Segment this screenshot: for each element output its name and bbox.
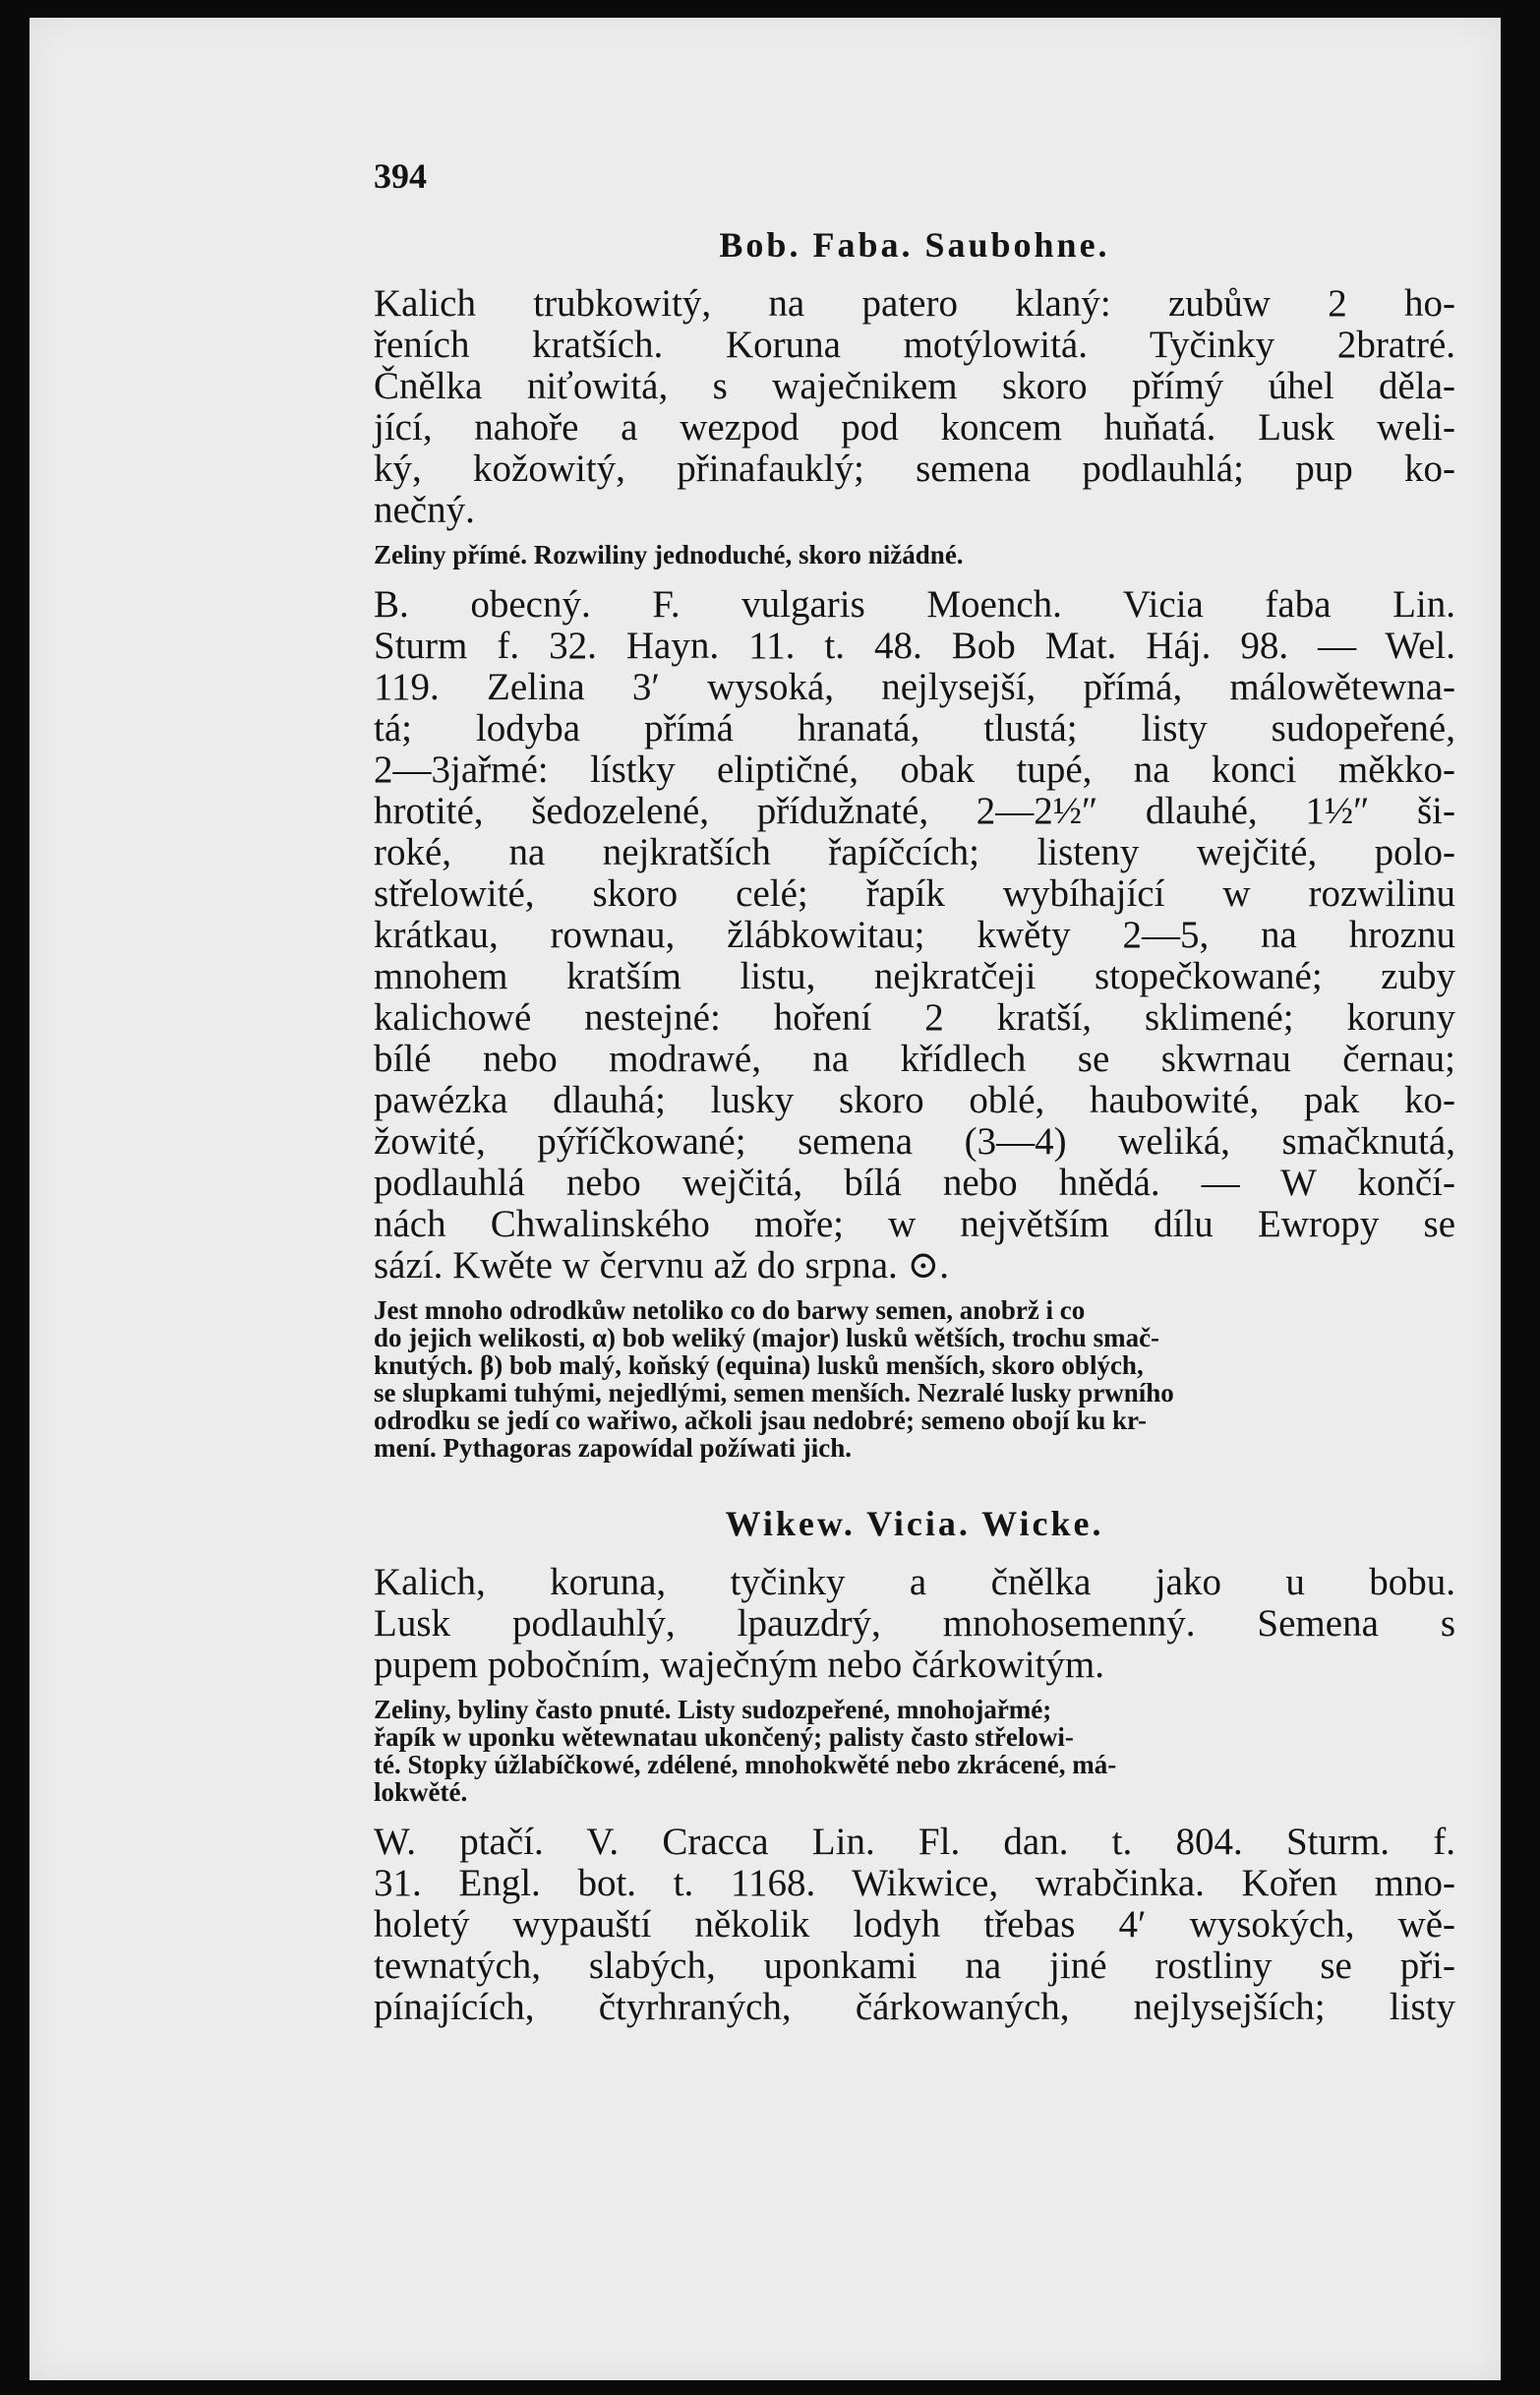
text-line: Zeliny přímé. Rozwiliny jednoduché, skoro nižádné. — [374, 540, 964, 569]
text-line: Kalich, koruna, tyčinky a čnělka jako u bobu. — [374, 1561, 1455, 1603]
text-line: žowité, pýříčkowané; semena (3—4) weliká, smačknutá, — [374, 1120, 1455, 1163]
text-line: 31. Engl. bot. t. 1168. Wikwice, wrabčinka. Kořen mno- — [374, 1862, 1455, 1904]
text-line: knutých. β) bob malý, koňský (equina) lusků menších, skoro oblých, — [374, 1350, 1144, 1380]
text-line: B. obecný. F. vulgaris Moench. Vicia faba Lin. — [374, 583, 1455, 626]
book-page — [30, 18, 1501, 2380]
section-heading-bob: Bob. Faba. Saubohne. — [719, 225, 1110, 265]
text-line: sází. Kwěte w červnu až do srpna. ⊙. — [374, 1244, 949, 1287]
text-line: tewnatých, slabých, uponkami na jiné rostliny se při- — [374, 1945, 1455, 1987]
text-line: pupem pobočním, waječným nebo čárkowitým. — [374, 1644, 1104, 1686]
text-line: jící, nahoře a wezpod pod koncem huňatá. Lusk weli- — [374, 406, 1455, 449]
bob-species-entry — [374, 584, 1455, 1287]
text-line: Zeliny, byliny často pnuté. Listy sudozpeřené, mnohojařmé; — [374, 1695, 1052, 1724]
text-line: W. ptačí. V. Cracca Lin. Fl. dan. t. 804. Sturm. f. — [374, 1821, 1455, 1863]
text-line: 2—3jařmé: lístky eliptičné, obak tupé, na konci měkko- — [374, 748, 1455, 791]
text-line: Čnělka niťowitá, s waječnikem skoro přímý úhel děla- — [374, 365, 1455, 407]
text-line: Sturm f. 32. Hayn. 11. t. 48. Bob Mat. Háj. 98. — Wel. — [374, 625, 1455, 667]
text-line: krátkau, rownau, žlábkowitau; kwěty 2—5, na hroznu — [374, 914, 1455, 956]
text-line: roké, na nejkratších řapíčcích; listeny wejčité, polo- — [374, 831, 1455, 873]
text-line: se slupkami tuhými, nejedlými, semen menších. Nezralé lusky prwního — [374, 1378, 1174, 1407]
text-line: hrotité, šedozelené, přídužnaté, 2—2½″ dlauhé, 1½″ ši- — [374, 790, 1455, 832]
bob-note — [374, 541, 1455, 569]
bob-species-note — [374, 1296, 1455, 1462]
text-line: nečný. — [374, 489, 475, 531]
text-line: pínajících, čtyrhraných, čárkowaných, nejlysejších; listy — [374, 1986, 1455, 2028]
text-line: pawézka dlauhá; lusky skoro oblé, haubowité, pak ko- — [374, 1079, 1455, 1121]
text-line: ký, kožowitý, přinafauklý; semena podlauhlá; pup ko- — [374, 448, 1455, 490]
text-line: holetý wypauští několik lodyh třebas 4′ wysokých, wě- — [374, 1903, 1455, 1946]
text-line: mení. Pythagoras zapowídal požíwati jich. — [374, 1433, 852, 1463]
text-line: řeních kratších. Koruna motýlowitá. Tyčinky 2bratré. — [374, 324, 1455, 366]
text-line: bílé nebo modrawé, na křídlech se skwrnau černau; — [374, 1038, 1455, 1080]
wikew-note — [374, 1696, 1455, 1806]
text-line: podlauhlá nebo wejčitá, bílá nebo hnědá. — W končí- — [374, 1162, 1455, 1204]
text-line: Kalich trubkowitý, na patero klaný: zubůw 2 ho- — [374, 282, 1455, 325]
text-line: střelowité, skoro celé; řapík wybíhající w rozwilinu — [374, 872, 1455, 915]
text-line: Jest mnoho odrodkůw netoliko co do barwy semen, anobrž i co — [374, 1295, 1086, 1325]
text-line: řapík w uponku wětewnatau ukončený; palisty často střelowi- — [374, 1722, 1074, 1752]
page-number: 394 — [374, 156, 427, 196]
text-line: tá; lodyba přímá hranatá, tlustá; listy sudopeřené, — [374, 707, 1455, 749]
bob-description — [374, 283, 1455, 531]
text-line: lokwěté. — [374, 1777, 468, 1807]
text-line: kalichowé nestejné: hoření 2 kratší, sklimené; koruny — [374, 996, 1455, 1039]
text-line: té. Stopky úžlabíčkowé, zdélené, mnohokwěté nebo zkrácené, má- — [374, 1750, 1117, 1779]
text-line: 119. Zelina 3′ wysoká, nejlysejší, přímá, málowětewna- — [374, 666, 1455, 708]
wikew-description — [374, 1562, 1455, 1686]
text-line: nách Chwalinského moře; w největším dílu Ewropy se — [374, 1203, 1455, 1245]
section-heading-wikew: Wikew. Vicia. Wicke. — [725, 1504, 1104, 1543]
text-column — [374, 155, 1455, 2028]
text-line: Lusk podlauhlý, lpauzdrý, mnohosemenný. Semena s — [374, 1602, 1455, 1645]
text-line: do jejich welikosti, α) bob weliký (major) lusků wětších, trochu smač- — [374, 1323, 1160, 1352]
wikew-species-entry — [374, 1822, 1455, 2028]
text-line: mnohem kratším listu, nejkratčeji stopečkowané; zuby — [374, 955, 1455, 997]
text-line: odrodku se jedí co wařiwo, ačkoli jsau nedobré; semeno obojí ku kr- — [374, 1406, 1148, 1435]
